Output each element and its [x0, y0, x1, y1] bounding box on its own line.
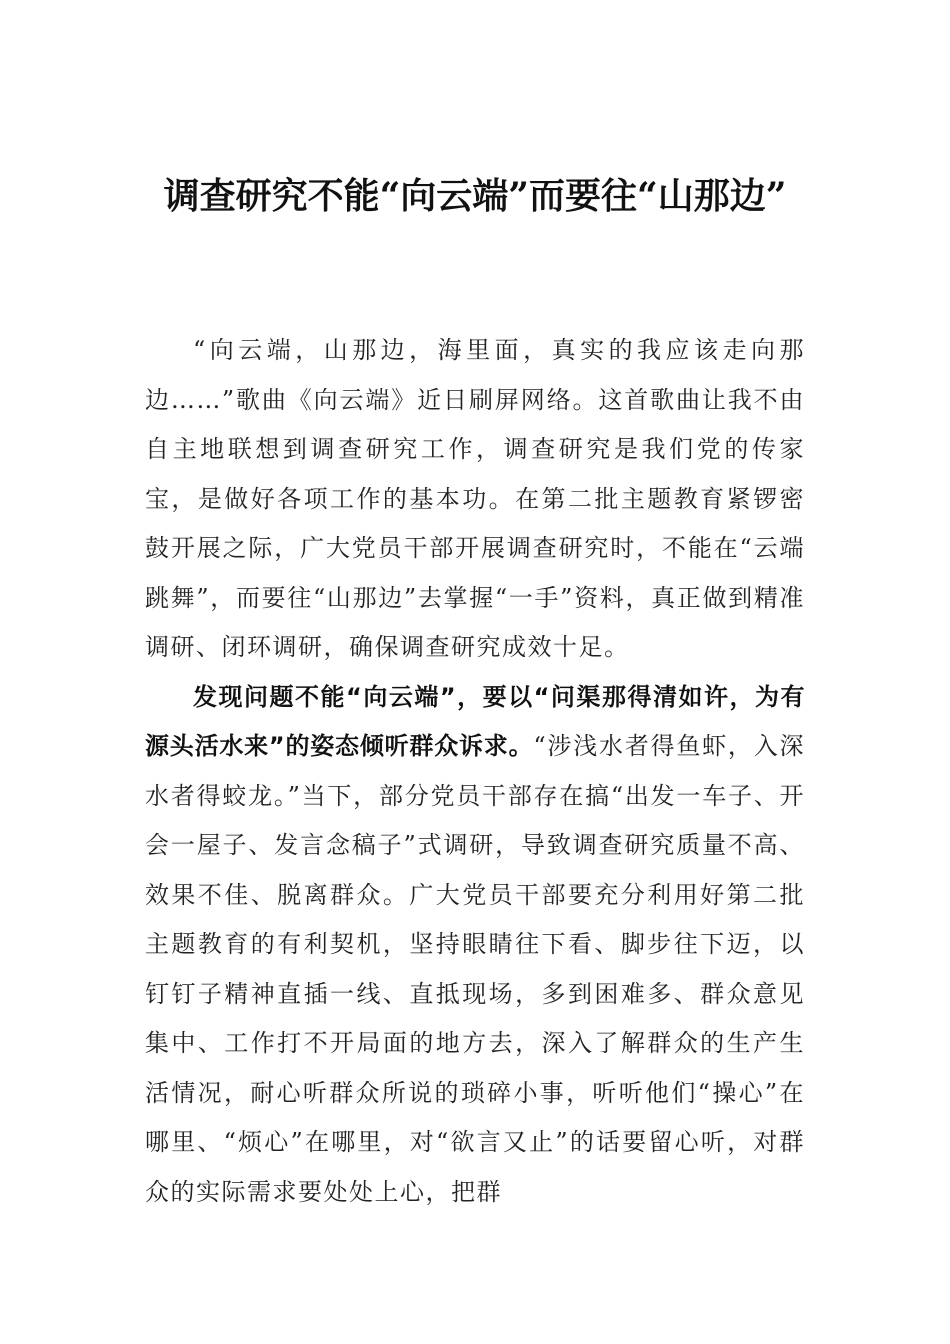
paragraph-intro [145, 326, 805, 673]
document-body [145, 326, 805, 1217]
paragraph-finding-problems [145, 673, 805, 1218]
paragraph-text: “向云端，山那边，海里面，真实的我应该走向那边……”歌曲《向云端》近日刷屏网络。这首歌曲让我不由自主地联想到调查研究工作，调查研究是我们党的传家宝，是做好各项工作的基本功。在第二批主题教育紧锣密鼓开展之际，广大党员干部开展调查研究时，不能在“云端跳舞”，而要往“山那边”去掌握“一手”资料，真正做到精准调研、闭环调研，确保调查研究成效十足。 [145, 336, 805, 661]
paragraph-text: “涉浅水者得鱼虾，入深水者得蛟龙。”当下，部分党员干部存在搞“出发一车子、开会一屋子、发言念稿子”式调研，导致调查研究质量不高、效果不佳、脱离群众。广大党员干部要充分利用好第二批主题教育的有利契机，坚持眼睛往下看、脚步往下迈，以钉钉子精神直插一线、直抵现场，多到困难多、群众意见集中、工作打不开局面的地方去，深入了解群众的生产生活情况，耐心听群众所说的琐碎小事，听听他们“操心”在哪里、“烦心”在哪里，对“欲言又止”的话要留心听，对群众的实际需求要处处上心，把群 [145, 732, 805, 1206]
paragraph-lead-sentence: 发现问题不能“向云端”，要以“问渠那得清如许，为有源头活水来”的姿态倾听群众诉求。 [145, 682, 805, 760]
document-title: 调查研究不能“向云端”而要往“山那边” [163, 175, 787, 217]
